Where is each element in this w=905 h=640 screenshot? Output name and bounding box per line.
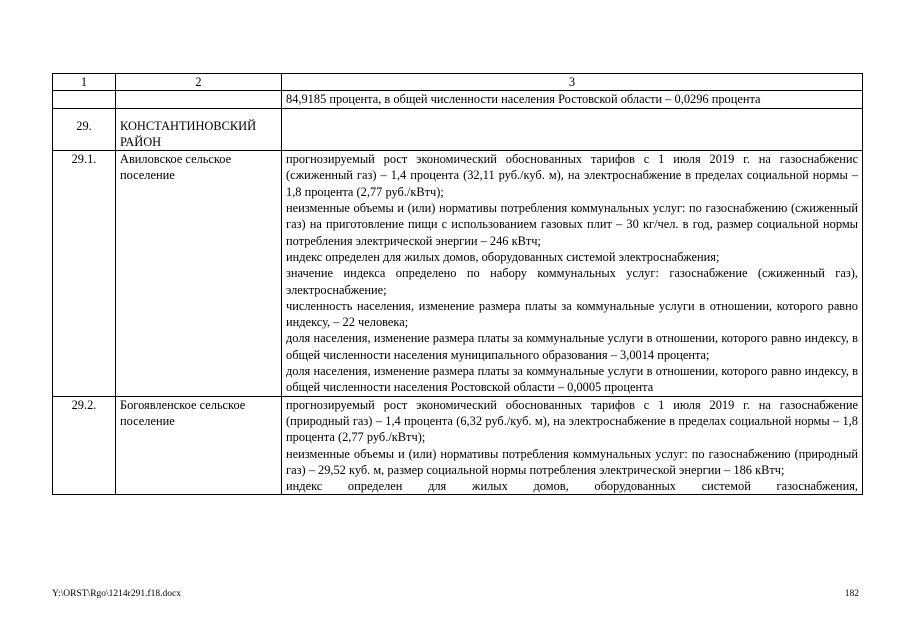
footer-page-number: 182 [844,589,859,599]
paragraph: доля населения, изменение размера платы за коммунальные услуги в отношении, которого равно индексу, в общей численности населения муниципального образования – 3,0014 процента; [286,331,858,362]
paragraph: неизменные объемы и (или) нормативы потребления коммунальных услуг: по газоснабжению (сжиженный газ) на приготовление пищи с использованием газовых плит – 30 кг/чел. в год, размер социальной нормы потребления электрической энергии – 246 кВтч; [286,201,858,248]
column-number-row [53,74,863,91]
region-name: КОНСТАНТИНОВСКИЙ РАЙОН [116,108,282,151]
table-row [53,151,863,396]
row-description [282,151,863,396]
column-number-3: 3 [282,74,863,91]
region-row [53,108,863,151]
row-number: 29.2. [53,396,116,495]
continuation-row [53,91,863,108]
column-number-1: 1 [53,74,116,91]
footer-file-path: Y:\ORST\Rgo\1214r291.f18.docx [52,589,181,599]
column-number-2: 2 [116,74,282,91]
row-number: 29.1. [53,151,116,396]
settlement-name: Богоявленское сельское поселение [116,396,282,495]
paragraph: неизменные объемы и (или) нормативы потребления коммунальных услуг: по газоснабжению (природный газ) – 29,52 куб. м, размер социальной нормы потребления электрической энергии – 186 кВтч; [286,446,858,477]
continuation-text: 84,9185 процента, в общей численности населения Ростовской области – 0,0296 процента [282,91,863,108]
paragraph: индекс определен для жилых домов, оборудованных системой электроснабжения; [286,249,720,264]
region-number: 29. [53,108,116,151]
tariff-index-table [52,73,863,495]
row-description [282,396,863,495]
paragraph: численность населения, изменение размера платы за коммунальные услуги в отношении, которого равно индексу, – 22 человека; [286,298,858,330]
table-row [53,396,863,495]
settlement-name: Авиловское сельское поселение [116,151,282,396]
paragraph: прогнозируемый рост экономический обоснованных тарифов с 1 июля 2019 г. на газоснабжение (природный газ) – 1,4 процента (6,32 руб./куб. м), на электроснабжение в пределах социальной нормы – 1,8 процента (2,77 руб./кВтч); [286,397,858,445]
paragraph: доля населения, изменение размера платы за коммунальные услуги в отношении, которого равно индексу, в общей численности населения Ростовской области – 0,0005 процента [286,364,858,395]
paragraph: индекс определен для жилых домов, оборудованных системой газоснабжения, [286,479,858,494]
paragraph: прогнозируемый рост экономический обоснованных тарифов с 1 июля 2019 г. на газоснабженис (сжиженный газ) – 1,4 процента (32,11 руб./куб. м), на электроснабжение в пределах социальной нормы – 1,8 процента (2,77 руб./кВтч); [286,152,858,199]
paragraph: значение индекса определено по набору коммунальных услуг: газоснабжение (сжиженный газ), электроснабжение; [286,266,858,297]
